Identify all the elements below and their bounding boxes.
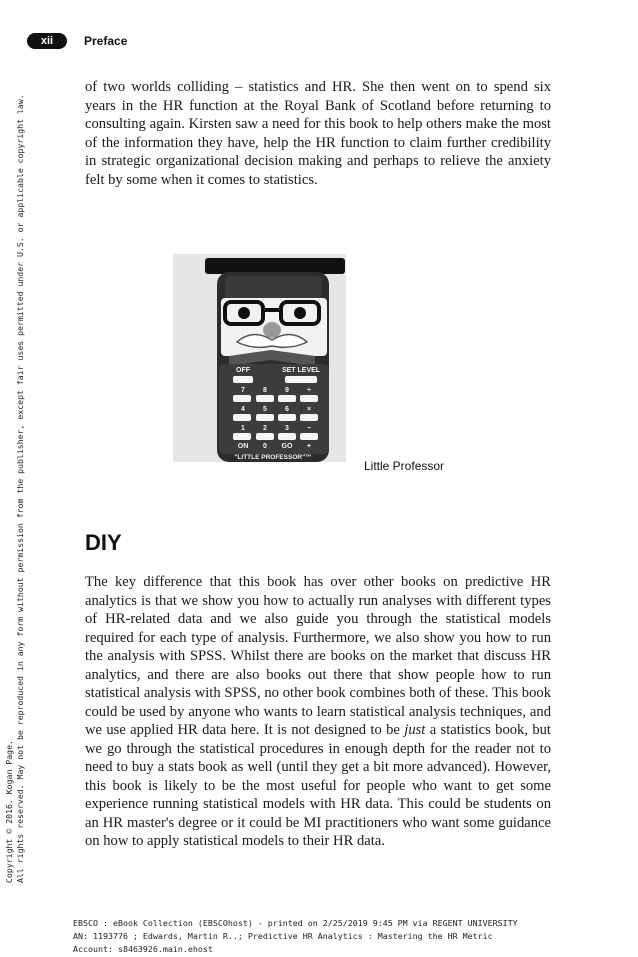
key-label-minus: − xyxy=(306,425,312,432)
calculator-side-text: Ti/R xyxy=(320,331,326,340)
footer-line-2: AN: 1193776 ; Edwards, Martin R..; Predictive HR Analytics : Mastering the HR Metric xyxy=(73,931,493,941)
key-label-1: 1 xyxy=(241,425,245,432)
key-label-6: 6 xyxy=(285,406,289,413)
copyright-line: Copyright © 2016. Kogan Page. xyxy=(4,740,14,883)
diy-paragraph xyxy=(85,573,551,851)
rights-line: All rights reserved. May not be reproduced in any form without permission from the publisher, except fair uses permitted under U.S. or applicable copyright law. xyxy=(15,94,25,883)
key-label-5: 5 xyxy=(263,406,267,413)
key-label-2: 2 xyxy=(263,425,267,432)
key-label-4: 4 xyxy=(241,406,245,413)
preface-paragraph: of two worlds colliding – statistics and HR. She then went on to spend six years in the HR function at the Royal Bank of Scotland before returning to consulting again. Kirsten saw a need for this book to help others make the most of the information they have, help the HR function to claim further credibility in strategic organizational decision making and perhaps to relieve the anxiety felt by some when it comes to statistics. xyxy=(85,79,551,188)
diy-text-part-b: a statistics book, but we go through the statistical procedures in enough depth for the reader not to need to buy a stats book as well (until they get a bit more advanced). However, this book is likely to be the most useful for people who want to get some experience running statistical models with HR data. This could be students on an HR master's degree or it could be MI practitioners who want some guidance on how to apply statistical models to their HR data. xyxy=(85,722,551,849)
key-label-set-level: SET LEVEL xyxy=(281,367,321,374)
nose-icon xyxy=(263,322,281,338)
key-label-go: GO xyxy=(281,443,293,450)
calculator-top-cap xyxy=(205,258,345,274)
calculator-brand-text: "LITTLE PROFESSOR"™ xyxy=(234,454,312,461)
key-label-plus: + xyxy=(306,443,312,450)
section-heading: DIY xyxy=(85,530,122,555)
key-label-0: 0 xyxy=(263,443,267,450)
page-number-badge: xii xyxy=(27,33,67,49)
key-label-multiply: × xyxy=(306,406,312,413)
key-label-on: ON xyxy=(237,443,249,450)
calculator-illustration xyxy=(173,254,346,462)
key-label-9: 9 xyxy=(285,387,289,394)
ebsco-footer xyxy=(73,917,518,956)
key-label-divide: ÷ xyxy=(307,387,311,394)
diy-text-part-a: The key difference that this book has over other books on predictive HR analytics is that we show you how to actually run analyses with different types of HR-related data and we also guide you through the statistical models required for each type of analysis. Furthermore, we also show you how to run the analysis with SPSS. Whilst there are books on the market that discuss HR analytics, and there are also books out there that show people how to run statistical analysis with SPSS, no other book combines both of these. This book could be used by anyone who wants to learn statistical analysis techniques, and we use applied HR data here. It is not designed to be xyxy=(85,574,551,738)
figure-caption: Little Professor xyxy=(364,459,445,473)
key-label-3: 3 xyxy=(285,425,289,432)
key-label-off: OFF xyxy=(236,367,250,374)
little-professor-photo xyxy=(173,254,346,462)
key-label-8: 8 xyxy=(263,387,267,394)
diy-emphasis: just xyxy=(404,722,426,738)
copyright-side-notice xyxy=(4,94,26,883)
footer-line-3: Account: s8463926.main.ehost xyxy=(73,944,213,954)
running-header-section: Preface xyxy=(84,34,128,48)
footer-line-1: EBSCO : eBook Collection (EBSCOhost) - printed on 2/25/2019 9:45 PM via REGENT UNIVERSITY xyxy=(73,918,518,928)
key-label-7: 7 xyxy=(241,387,245,394)
